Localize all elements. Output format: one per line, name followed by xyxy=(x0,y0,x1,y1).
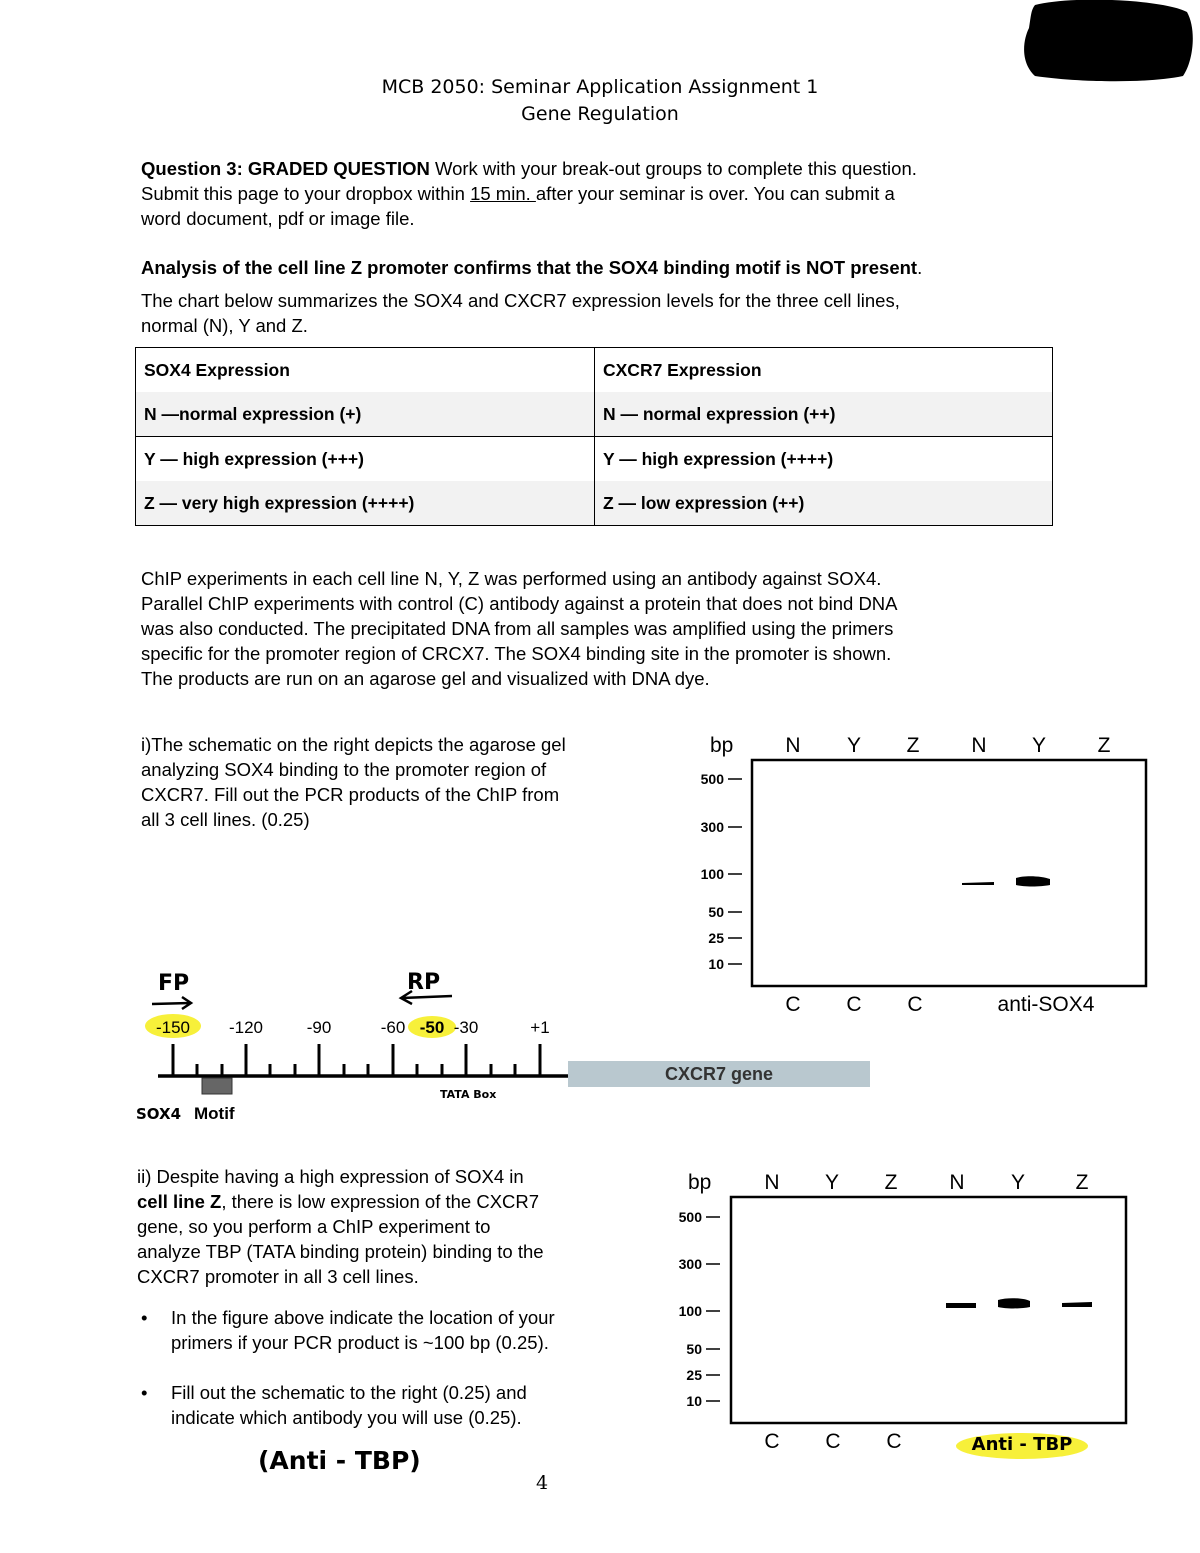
gene-label: CXCR7 gene xyxy=(664,1064,774,1084)
gel-frame xyxy=(752,760,1146,986)
antibody-label: anti-SOX4 xyxy=(997,993,1095,1016)
cell-line-z: cell line Z xyxy=(137,1191,222,1212)
control-label: C xyxy=(907,993,923,1016)
redaction-mark xyxy=(1015,0,1195,85)
marker-label: 100 xyxy=(700,866,724,882)
lane-label: Z xyxy=(1075,1171,1089,1194)
motif-box xyxy=(202,1078,232,1094)
bullet-1: • In the figure above indicate the location of your primers if your PCR product is ~100 bp (0.25). xyxy=(141,1307,555,1353)
marker-label: 10 xyxy=(686,1393,702,1409)
part-i-text: i)The schematic on the right depicts the agarose gel analyzing SOX4 binding to the promoter region of CXCR7. Fill out the PCR products of the ChIP from all 3 cell lines. (0.25) xyxy=(141,734,566,830)
position-label: -50 xyxy=(419,1018,445,1037)
control-label: C xyxy=(886,1430,902,1453)
marker-label: 300 xyxy=(700,819,724,835)
marker-label: 50 xyxy=(686,1341,702,1357)
marker-label: 300 xyxy=(678,1256,702,1272)
page-number: 4 xyxy=(535,1472,549,1494)
table-header-sox4: SOX4 Expression xyxy=(136,348,595,393)
analysis-paragraph: Analysis of the cell line Z promoter confirms that the SOX4 binding motif is NOT present. xyxy=(141,257,923,278)
marker-label: 500 xyxy=(678,1209,702,1225)
table-cell: Y — high expression (+++) xyxy=(136,437,595,482)
expression-table xyxy=(135,347,1053,526)
doc-title: MCB 2050: Seminar Application Assignment 1 xyxy=(381,76,819,98)
question-paragraph: Question 3: GRADED QUESTION Work with your break-out groups to complete this question. Submit this page to your dropbox within 15 min. after your seminar is over. You can submit a word document, pdf or image file. xyxy=(141,158,917,229)
position-label: -120 xyxy=(228,1018,264,1037)
lane-label: Y xyxy=(846,734,862,757)
control-label: C xyxy=(846,993,862,1016)
chip-paragraph: ChIP experiments in each cell line N, Y, Z was performed using an antibody against SOX4. Parallel ChIP experiments with control (C) antibody against a protein that does not bind DNA was also conducted. The precipitated DNA from all samples was amplified using the primers specific for the promoter region of CRCX7. The SOX4 binding site in the promoter is shown. The products are run on an agarose gel and visualized with DNA dye. xyxy=(141,568,898,689)
marker-label: 10 xyxy=(708,956,724,972)
lane-label: Z xyxy=(906,734,920,757)
lane-label: Y xyxy=(1010,1171,1026,1194)
marker-label: 25 xyxy=(686,1367,702,1383)
sox4-handwritten: SOX4 xyxy=(136,1105,182,1123)
gel-band xyxy=(1016,876,1050,886)
marker-label: 50 xyxy=(708,904,724,920)
table-cell: N —normal expression (+) xyxy=(136,392,595,437)
antibody-handwritten: Anti - TBP xyxy=(971,1434,1073,1455)
lane-label: Y xyxy=(1031,734,1047,757)
table-header-cxcr7: CXCR7 Expression xyxy=(595,348,1053,393)
handwritten-answer: (Anti - TBP) xyxy=(258,1446,421,1475)
lane-label: N xyxy=(764,1171,780,1194)
table-cell: Z — low expression (++) xyxy=(595,481,1053,526)
gel-band xyxy=(998,1298,1030,1308)
table-cell: Y — high expression (++++) xyxy=(595,437,1053,482)
doc-subtitle: Gene Regulation xyxy=(521,103,679,125)
lane-label: N xyxy=(949,1171,965,1194)
bullet-icon: • xyxy=(141,1382,148,1403)
time-limit: 15 min. xyxy=(470,183,536,204)
gel-band xyxy=(946,1303,976,1308)
marker-label: 500 xyxy=(700,771,724,787)
control-label: C xyxy=(764,1430,780,1453)
position-label: -90 xyxy=(306,1018,332,1037)
tata-box-handwritten: TATA Box xyxy=(440,1088,497,1101)
marker-label: 25 xyxy=(708,930,724,946)
lane-label: N xyxy=(785,734,801,757)
question-label: Question 3: GRADED QUESTION xyxy=(141,158,430,179)
part-ii-text: ii) Despite having a high expression of SOX4 in cell line Z, there is low expression of the CXCR7 gene, so you perform a ChIP experiment to analyze TBP (TATA binding protein) binding to the CXCR7 promoter in all 3 cell lines. xyxy=(137,1166,544,1287)
bullet-2: • Fill out the schematic to the right (0.25) and indicate which antibody you will use (0.25). xyxy=(141,1382,527,1428)
reverse-primer-label: RP xyxy=(407,970,441,995)
analysis-intro: The chart below summarizes the SOX4 and CXCR7 expression levels for the three cell lines, normal (N), Y and Z. xyxy=(141,290,900,336)
lane-label: Y xyxy=(824,1171,840,1194)
position-label: -150 xyxy=(155,1018,191,1037)
bullet-icon: • xyxy=(141,1307,148,1328)
lane-label: N xyxy=(971,734,987,757)
forward-primer-label: FP xyxy=(158,971,190,996)
forward-arrow-icon xyxy=(152,997,191,1009)
gel-frame xyxy=(731,1197,1126,1423)
table-cell: Z — very high expression (++++) xyxy=(136,481,595,526)
position-label: -30 xyxy=(453,1018,479,1037)
position-label: -60 xyxy=(380,1018,406,1037)
position-label: +1 xyxy=(530,1018,550,1037)
analysis-statement: Analysis of the cell line Z promoter confirms that the SOX4 binding motif is NOT present xyxy=(141,257,918,278)
lane-label: Z xyxy=(884,1171,898,1194)
lane-label: Z xyxy=(1097,734,1111,757)
marker-label: 100 xyxy=(678,1303,702,1319)
control-label: C xyxy=(785,993,801,1016)
promoter-schematic xyxy=(130,960,890,1130)
motif-label: Motif xyxy=(194,1104,235,1123)
gel-bp-label: bp xyxy=(710,734,734,757)
gel-2 xyxy=(668,1165,1138,1465)
control-label: C xyxy=(825,1430,841,1453)
gel-bp-label: bp xyxy=(688,1171,712,1194)
table-cell: N — normal expression (++) xyxy=(595,392,1053,437)
